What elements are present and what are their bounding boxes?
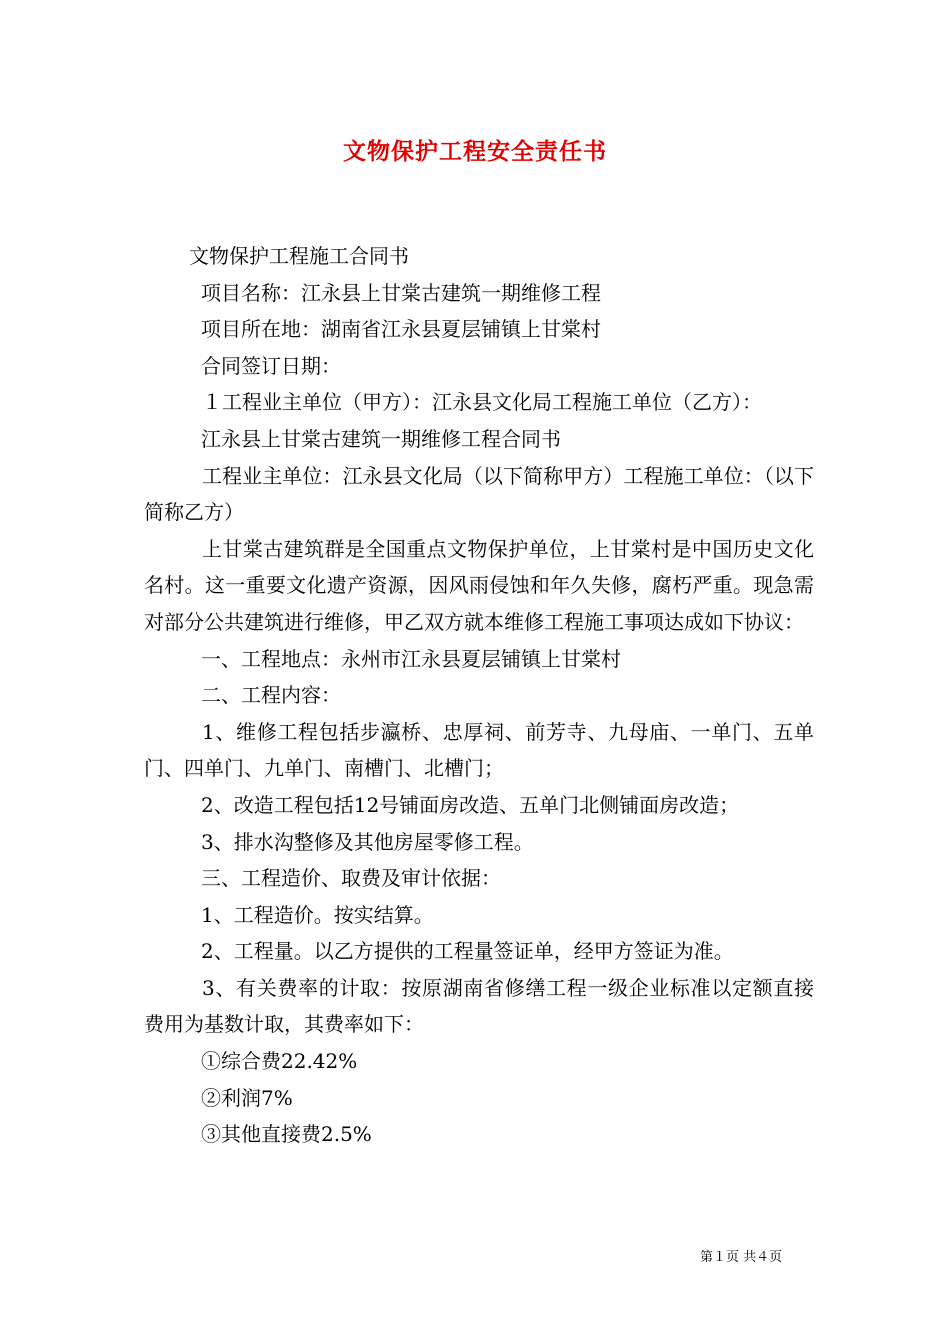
paragraph-drainage: 3、排水沟整修及其他房屋零修工程。 xyxy=(201,829,534,854)
paragraph-rate-other: ③其他直接费2.5% xyxy=(201,1122,372,1147)
paragraph-project-location: 项目所在地：湖南省江永县夏层铺镇上甘棠村 xyxy=(201,317,601,342)
paragraph-contract-title: 江永县上甘棠古建筑一期维修工程合同书 xyxy=(201,426,561,451)
paragraph-section-content: 二、工程内容： xyxy=(201,683,341,708)
paragraph-fee-rates: 3、有关费率的计取：按原湖南省修缮工程一级企业标准以定额直接费用为基数计取，其费率如下： xyxy=(144,975,814,1037)
paragraph-repair-scope: 1、维修工程包括步瀛桥、忠厚祠、前芳寺、九母庙、一单门、五单门、四单门、九单门、南槽门、北槽门； xyxy=(144,719,814,781)
paragraph-section-location: 一、工程地点：永州市江永县夏层铺镇上甘棠村 xyxy=(201,646,621,671)
paragraph-rate-general: ①综合费22.42% xyxy=(201,1049,358,1074)
paragraph-background: 上甘棠古建筑群是全国重点文物保护单位，上甘棠村是中国历史文化名村。这一重要文化遗产资源，因风雨侵蚀和年久失修，腐朽严重。现急需对部分公共建筑进行维修，甲乙双方就本维修工程施工事项达成如下协议： xyxy=(144,536,814,634)
paragraph-quantity: 2、工程量。以乙方提供的工程量签证单，经甲方签证为准。 xyxy=(201,939,734,964)
paragraph-project-name: 项目名称：江永县上甘棠古建筑一期维修工程 xyxy=(201,280,601,305)
paragraph-parties-short: 工程业主单位：江永县文化局（以下简称甲方）工程施工单位：（以下简称乙方） xyxy=(144,463,814,525)
paragraph-renovation-scope: 2、改造工程包括12号铺面房改造、五单门北侧铺面房改造； xyxy=(201,792,740,817)
paragraph-section-cost: 三、工程造价、取费及审计依据： xyxy=(201,866,501,891)
paragraph-rate-profit: ②利润7% xyxy=(201,1085,293,1110)
document-body xyxy=(144,238,814,1153)
paragraph-parties: １工程业主单位（甲方）：江永县文化局工程施工单位（乙方）： xyxy=(202,390,762,415)
paragraph-cost: 1、工程造价。按实结算。 xyxy=(201,902,434,927)
paragraph-sign-date: 合同签订日期： xyxy=(201,353,341,378)
document-title: 文物保护工程安全责任书 xyxy=(343,138,607,165)
page-number: 第１页 共４页 xyxy=(700,1250,783,1265)
paragraph-contract-heading: 文物保护工程施工合同书 xyxy=(189,244,409,268)
